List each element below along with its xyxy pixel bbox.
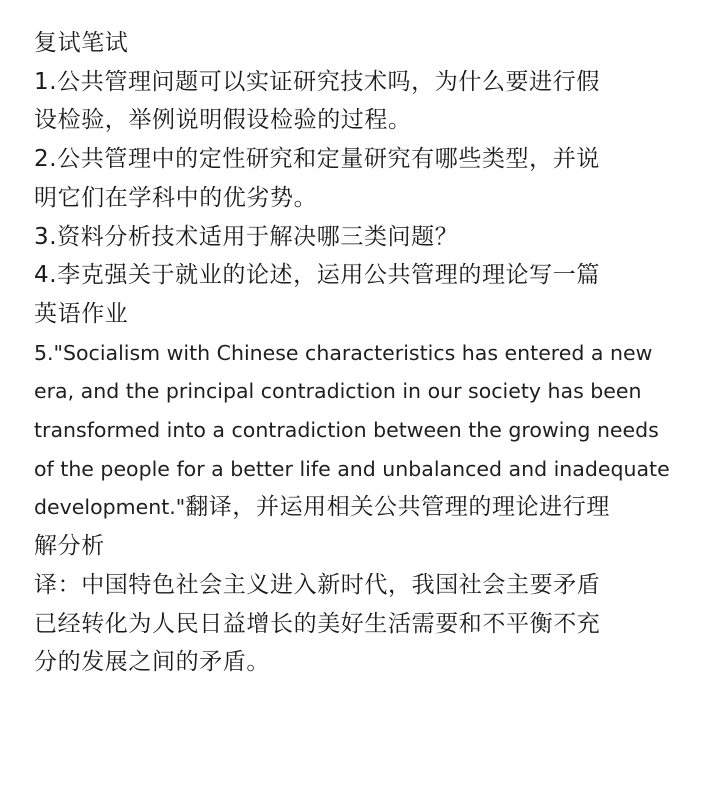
exam-document [34, 24, 694, 682]
question-4-line-2: 英语作业 [34, 300, 129, 327]
question-1-line-1: 1.公共管理问题可以实证研究技术吗，为什么要进行假 [34, 68, 600, 95]
question-1-line-2: 设检验，举例说明假设检验的过程。 [34, 107, 412, 134]
translation-line-1: 译：中国特色社会主义进入新时代，我国社会主要矛盾 [34, 571, 601, 598]
question-5-line-4: of the people for a better life and unbalanced and inadequate [34, 456, 670, 481]
question-4-line-1: 4.李克强关于就业的论述，运用公共管理的理论写一篇 [34, 262, 600, 289]
document-title: 复试笔试 [34, 30, 129, 56]
question-5-line-5-chinese: 翻译，并运用相关公共管理的理论进行理 [185, 494, 610, 521]
question-5-line-2: era, and the principal contradiction in our society has been [34, 379, 642, 404]
question-5-line-5 [34, 488, 694, 527]
question-3-line-1: 3.资料分析技术适用于解决哪三类问题？ [34, 223, 459, 250]
question-2-line-2: 明它们在学科中的优劣势。 [34, 184, 318, 211]
question-5-line-6: 解分析 [34, 533, 105, 560]
question-5-line-3: transformed into a contradiction between the growing needs [34, 418, 659, 443]
question-5-line-1: 5."Socialism with Chinese characteristics has entered a new [34, 340, 653, 365]
question-2-line-1: 2.公共管理中的定性研究和定量研究有哪些类型，并说 [34, 146, 600, 173]
translation-line-2: 已经转化为人民日益增长的美好生活需要和不平衡不充 [34, 610, 601, 637]
question-5-line-5-english: development." [34, 495, 186, 520]
translation-line-3: 分的发展之间的矛盾。 [34, 649, 270, 676]
